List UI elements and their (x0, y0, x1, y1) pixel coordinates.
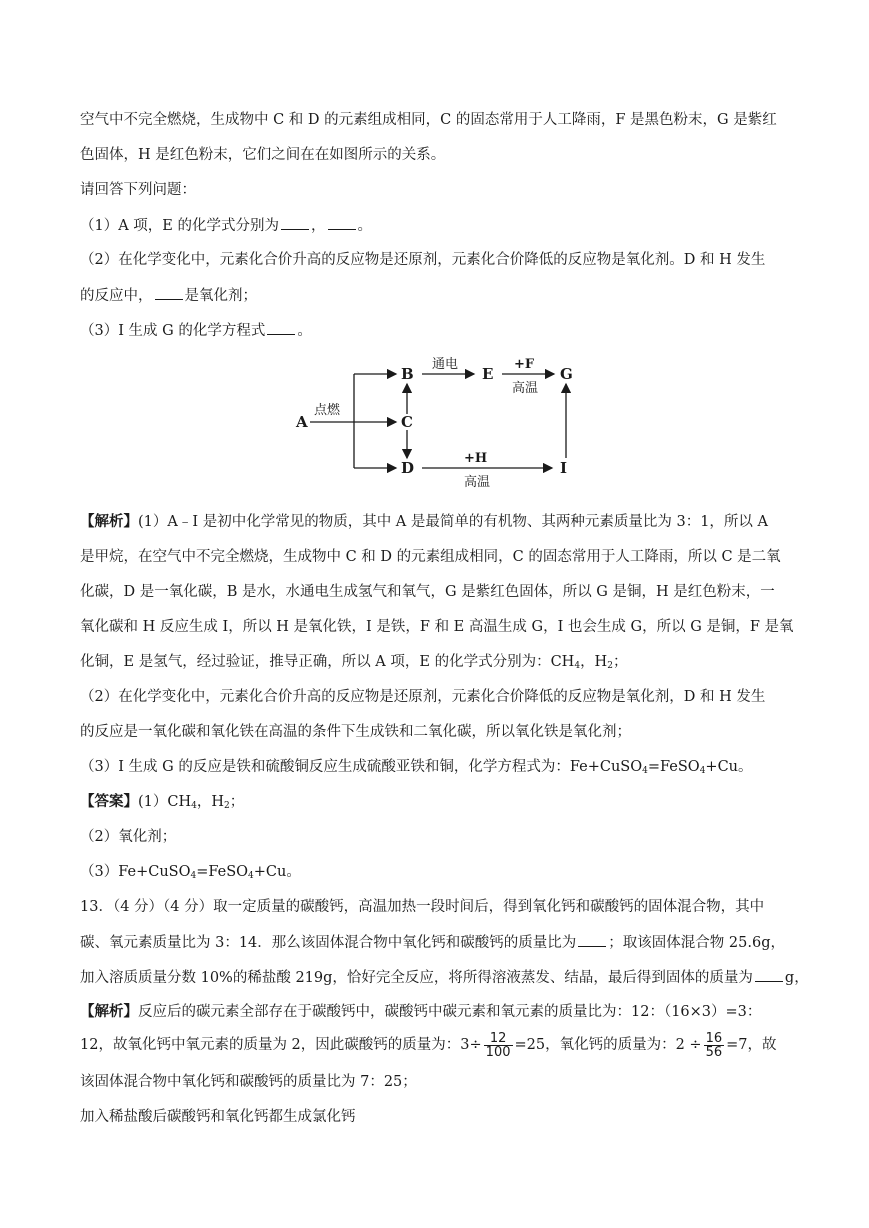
node-E: E (482, 365, 494, 383)
solution-line-3: 该固体混合物中氧化钙和碳酸钙的质量比为 7：25； (80, 1074, 417, 1090)
answer-line-3: （3）Fe+CuSO$_4$=FeSO$_4$+Cu。 (80, 864, 301, 881)
question-3: （3）I 生成 G 的化学方程式 。 (80, 320, 792, 341)
node-G: G (560, 365, 573, 383)
answer-blank (755, 967, 783, 982)
label-dianran: 点燃 (314, 403, 341, 418)
question-2-line-1: （2）在化学变化中，元素化合价升高的反应物是还原剂，元素化合价降低的反应物是氧化剂。D 和 H 发生 (80, 252, 766, 268)
answer-line-2: （2）氧化剂； (80, 829, 177, 845)
analysis-line-4: 氧化碳和 H 反应生成 I，所以 H 是氧化铁，I 是铁，F 和 E 高温生成 G，I 也会生成 G，所以 G 是铜，F 是氧 (80, 619, 794, 635)
analysis-line-6: （2）在化学变化中，元素化合价升高的反应物是还原剂，元素化合价降低的反应物是氧化剂，D 和 H 发生 (80, 689, 766, 705)
analysis-line-7: 的反应是一氧化碳和氧化铁在高温的条件下生成铁和二氧化碳，所以氧化铁是氧化剂； (80, 724, 631, 740)
analysis-line-8: （3）I 生成 G 的反应是铁和硫酸铜反应生成硫酸亚铁和铜，化学方程式为：Fe+CuSO$_4$=FeSO$_4$+Cu。 (80, 759, 753, 776)
question-2-line-2: 的反应中， 是氧化剂； (80, 285, 792, 306)
label-plus-F: +F (514, 357, 535, 372)
question-13-line-3: 加入溶质质量分数 10%的稀盐酸 219g，恰好完全反应，将所得溶液蒸发、结晶，最后得到固体的质量为 g， (80, 967, 792, 988)
analysis-tag: 【解析】 (80, 1003, 138, 1020)
solution-line-1: 【解析】反应后的碳元素全部存在于碳酸钙中，碳酸钙中碳元素和氧元素的质量比为：12：（16×3）=3： (80, 1003, 762, 1020)
answer-line-1: 【答案】$(1)CH_4$，$H_2$； (80, 793, 245, 811)
fraction-16-56: $\frac{16}{56}$ (705, 1030, 723, 1060)
label-tongdian: 通电 (432, 357, 459, 372)
analysis-line-1: 【解析】(1）A﹣I 是初中化学常见的物质，其中 A 是最简单的有机物、其两种元素质量比为 3：1，所以 A (80, 513, 769, 530)
node-C: C (401, 413, 413, 431)
fraction-12-100: $\frac{12}{100}$ (485, 1030, 511, 1060)
label-gaowen-2: 高温 (464, 475, 491, 490)
answer-tag: 【答案】 (80, 793, 138, 810)
analysis-line-5: 化铜，E 是氢气，经过验证，推导正确，所以 A 项，E 的化学式分别为：$CH_4$，$H_2$； (80, 654, 628, 671)
question-1: （1）A 项，E 的化学式分别为 ， 。 (80, 215, 792, 236)
node-I: I (560, 459, 568, 477)
node-D: D (401, 459, 415, 477)
question-13-line-2: 碳、氧元素质量比为 3：14．那么该固体混合物中氧化钙和碳酸钙的质量比为 ；取该固体混合物 25.6g， (80, 932, 792, 953)
solution-line-4: 加入稀盐酸后碳酸钙和氧化钙都生成氯化钙 (80, 1109, 356, 1125)
node-B: B (401, 365, 414, 383)
node-A: A (296, 413, 308, 431)
instruction-line: 请回答下列问题： (80, 182, 196, 198)
analysis-line-2: 是甲烷，在空气中不完全燃烧，生成物中 C 和 D 的元素组成相同，C 的固态常用于人工降雨，所以 C 是二氧 (80, 549, 781, 565)
question-13-line-1: 13．（4 分）（4 分）取一定质量的碳酸钙，高温加热一段时间后，得到氧化钙和碳酸钙的固体混合物，其中 (80, 899, 765, 915)
analysis-tag: 【解析】 (80, 513, 138, 530)
solution-line-2: 12，故氧化钙中氧元素的质量为 2，因此碳酸钙的质量为：3÷ $\frac{12}{100}$ =25，氧化钙的质量为：2 ÷ $\frac{16}{56}$ =7，故 (80, 1030, 777, 1060)
problem-text-line-2: 色固体，H 是红色粉末，它们之间在在如图所示的关系。 (80, 147, 446, 163)
problem-text-line-1: 空气中不完全燃烧，生成物中 C 和 D 的元素组成相同，C 的固态常用于人工降雨，F 是黑色粉末，G 是紫红 (80, 112, 777, 128)
label-gaowen-1: 高温 (512, 381, 539, 396)
answer-blank (281, 215, 309, 230)
answer-blank (155, 285, 183, 300)
answer-blank (267, 320, 295, 335)
reaction-diagram (290, 352, 590, 492)
label-plus-H: +H (464, 451, 488, 466)
answer-blank (328, 215, 356, 230)
analysis-line-3: 化碳，D 是一氧化碳，B 是水，水通电生成氢气和氧气，G 是紫红色固体，所以 G 是铜，H 是红色粉末，一 (80, 584, 775, 600)
answer-blank (578, 932, 606, 947)
